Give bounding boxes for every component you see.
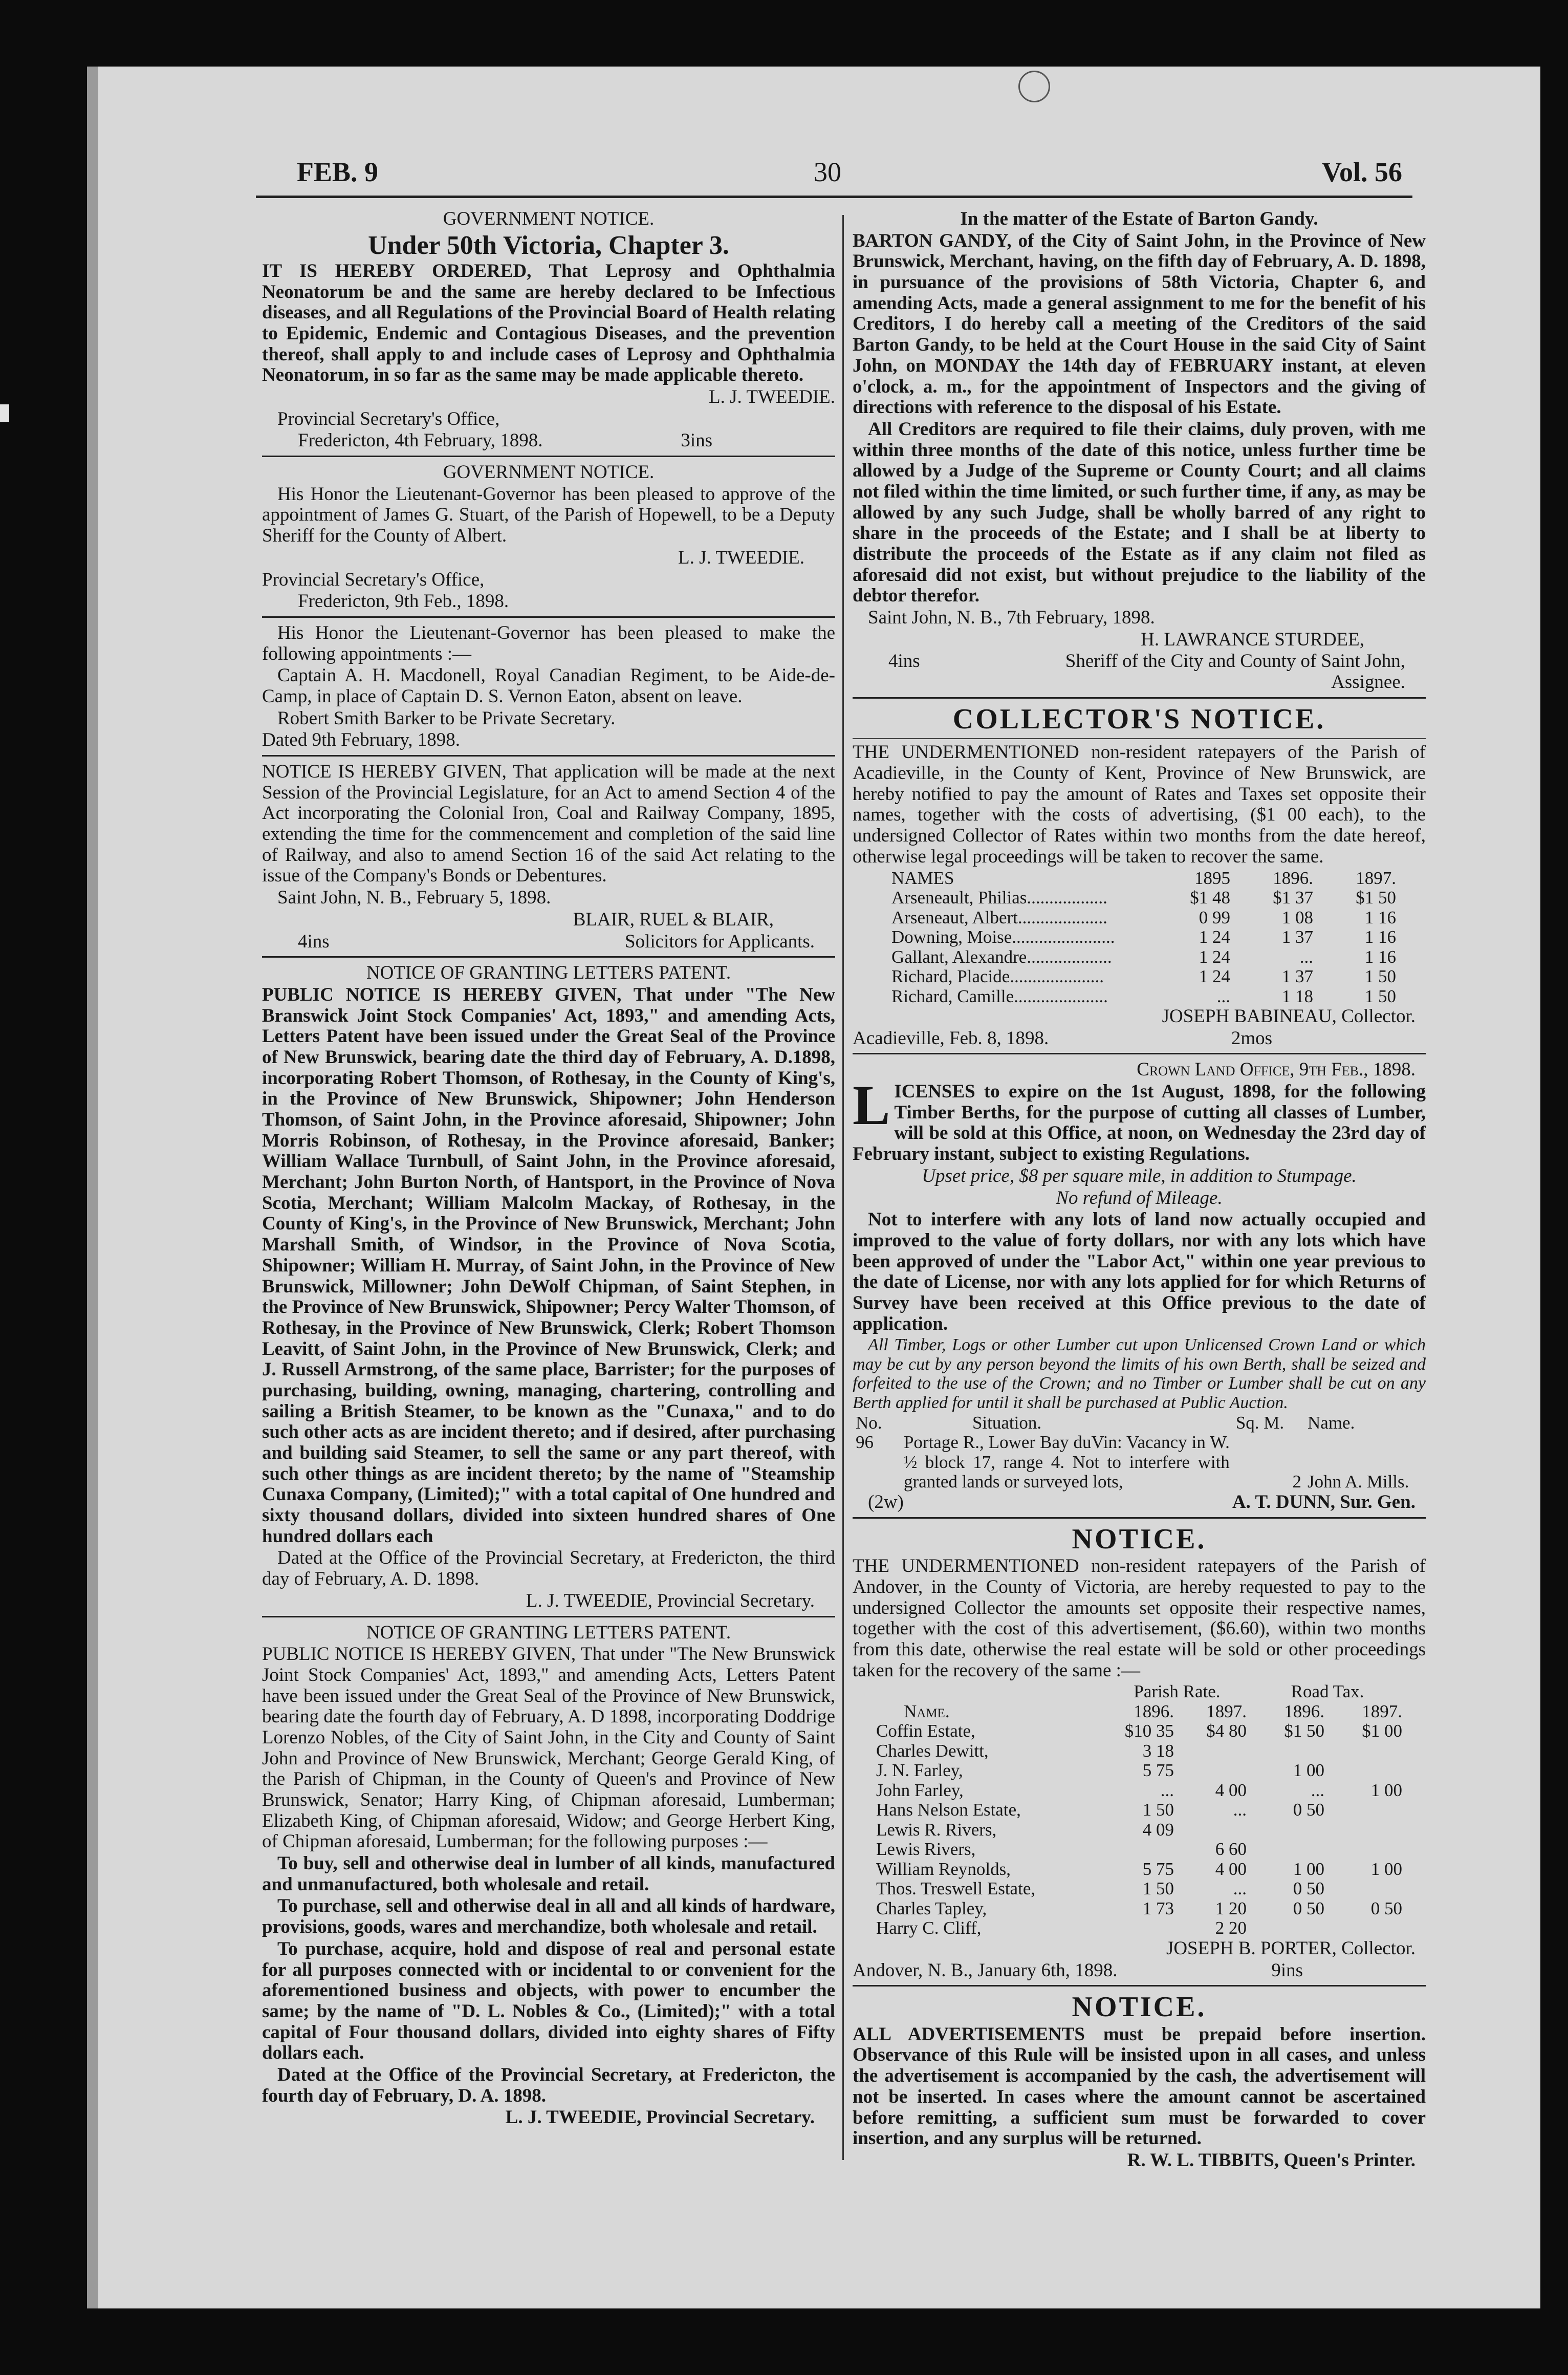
table-cell: 0 50 [1293, 1800, 1324, 1820]
appointments-intro: His Honor the Lieutenant-Governor has been pleased to make the following appointments :— [262, 622, 835, 664]
table-header-cell: 1897. [1206, 1701, 1247, 1721]
table-cell: $1 48 [1190, 888, 1230, 908]
table-row [873, 1860, 1405, 1880]
appointments-date: Dated 9th February, 1898. [262, 729, 461, 751]
table-row [873, 1721, 1405, 1741]
table-cell [1177, 1741, 1250, 1761]
gov-notice-2-signature: L. J. TWEEDIE. [678, 547, 804, 568]
table-cell: $10 35 [1124, 1721, 1174, 1741]
table-cell: Arseneault, Philias.................. [891, 888, 1107, 908]
table-cell: Richard, Placide..................... [891, 966, 1104, 987]
act-notice-body: NOTICE IS HEREBY GIVEN, That application will be made at the next Session of the Provincial Legislature, for an Act to amend Section 4 of the Act incorporating the Colonial Iron, Coal and Railway Company, 1895, extending the time for the commencement and completion of the said line of Railway, and also to amend Section 16 of the said Act relating to the issue of the Company's Bonds or Debentures. [262, 761, 835, 887]
table-cell: 1 24 [1199, 946, 1230, 967]
letters-patent-1-signature: L. J. TWEEDIE, Provincial Secretary. [526, 1590, 815, 1611]
table-cell: $1 00 [1362, 1721, 1402, 1741]
table-row [873, 1820, 1405, 1840]
gandy-role: Sheriff of the City and County of Saint John, [1065, 651, 1405, 672]
table-cell: 1 24 [1199, 927, 1230, 947]
page-edge-shadow [87, 67, 98, 2308]
appointment-1: Captain A. H. Macdonell, Royal Canadian Regiment, to be Aide-de-Camp, in place of Captain D. S. Vernon Eaton, absent on leave. [262, 665, 835, 707]
gandy-body: BARTON GANDY, of the City of Saint John, in the Province of New Brunswick, Merchant, having, on the fifth day of February, A. D. 1898, in pursuance of the provisions of 58th Victoria, Chapter 6, and amending Acts, made a general assignment to me for the benefit of his Creditors, I do hereby call a meeting of the Creditors of the said Barton Gandy, to be held at the Court House in the said City of Saint John, on MONDAY the 14th day of FEBRUARY instant, at eleven o'clock, a. m., for the appointment of Inspectors and the giving of directions with reference to the disposal of his Estate. [853, 230, 1426, 418]
table-header-cell: Name. [1308, 1412, 1355, 1433]
crown-land-signature: A. T. DUNN, Sur. Gen. [1232, 1491, 1415, 1513]
header-rule [256, 196, 1412, 198]
table-cell: John Farley, [876, 1780, 964, 1800]
table-cell: Charles Dewitt, [876, 1740, 989, 1761]
acadieville-tax-table [888, 869, 1399, 1007]
letters-patent-2-purpose-3: To purchase, acquire, hold and dispose of real and personal estate for all purposes connected with or incidental to or convenient for the aforementioned business and objects, with power to encumber the same; by the name of "D. L. Nobles & Co., (Limited);" with a total capital of Four thousand dollars, divided into eighty shares of Fifty dollars each. [262, 1938, 835, 2064]
header-date: FEB. 9 [297, 157, 379, 187]
letters-patent-2-purpose-1: To buy, sell and otherwise deal in lumber of all kinds, manufactured and unmanufactured, both wholesale and retail. [262, 1853, 835, 1895]
letters-patent-1-dated: Dated at the Office of the Provincial Secretary, at Fredericton, the third day of February, A. D. 1898. [262, 1547, 835, 1590]
table-cell: 4 09 [1142, 1819, 1174, 1840]
table-cell: 4 00 [1215, 1780, 1247, 1800]
crown-land-warning: All Timber, Logs or other Lumber cut upon Unlicensed Crown Land or which may be cut by any person beyond the limits of his own Berth, shall be seized and forfeited to the use of the Crown; and no Timber or Lumber shall be cut on any Berth applied for until it shall be purchased at Public Auction. [853, 1335, 1426, 1412]
gandy-title: In the matter of the Estate of Barton Gandy. [960, 208, 1318, 229]
gov-notice-1-ins: 3ins [681, 430, 712, 451]
gov-notice-1-title: GOVERNMENT NOTICE. [443, 208, 655, 229]
table-cell: 1 00 [1293, 1859, 1324, 1879]
table-row [888, 908, 1399, 928]
table-cell: Gallant, Alexandre................... [891, 946, 1112, 967]
table-cell: ... [1311, 1780, 1324, 1800]
letters-patent-1-title: NOTICE OF GRANTING LETTERS PATENT. [366, 962, 731, 984]
page-header [205, 156, 1423, 197]
table-cell [1104, 1840, 1177, 1860]
gandy-ins: 4ins [888, 651, 920, 672]
table-cell: Charles Tapley, [876, 1898, 987, 1918]
gov-notice-2-body: His Honor the Lieutenant-Governor has been pleased to approve of the appointment of James G. Stuart, of the Parish of Hopewell, to be a Deputy Sheriff for the County of Albert. [262, 483, 835, 547]
andover-tax-table [873, 1682, 1405, 1938]
table-group-row [873, 1682, 1405, 1702]
table-cell [1327, 1840, 1405, 1860]
table-row [853, 1433, 1426, 1492]
table-cell: John A. Mills. [1308, 1472, 1409, 1492]
table-cell: $4 80 [1206, 1721, 1247, 1741]
table-cell: 1 73 [1142, 1898, 1174, 1918]
table-header-cell: No. [856, 1412, 882, 1433]
table-cell: Richard, Camille..................... [891, 986, 1108, 1006]
table-group-header: Road Tax. [1291, 1681, 1364, 1702]
table-cell [1327, 1918, 1405, 1938]
table-cell: ... [1233, 1879, 1247, 1899]
advertisements-notice-title: NOTICE. [1072, 1991, 1207, 2023]
table-cell: 6 60 [1215, 1839, 1247, 1860]
table-row [873, 1879, 1405, 1899]
appointment-2: Robert Smith Barker to be Private Secretary. [277, 707, 616, 729]
gov-notice-2-office: Provincial Secretary's Office, [262, 569, 485, 590]
table-cell [1327, 1879, 1405, 1899]
gov-notice-1-subtitle: Under 50th Victoria, Chapter 3. [368, 230, 729, 260]
crown-land-upset-price: Upset price, $8 per square mile, in addition to Stumpage. [922, 1165, 1357, 1186]
collectors-notice-signature: JOSEPH BABINEAU, Collector. [1162, 1006, 1415, 1027]
table-row [873, 1800, 1405, 1820]
table-cell: 1 16 [1364, 927, 1396, 947]
volume-number: Vol. 56 [1321, 157, 1402, 187]
table-cell: 2 20 [1215, 1918, 1247, 1938]
table-cell [1327, 1741, 1405, 1761]
letters-patent-2-dated: Dated at the Office of the Provincial Secretary, at Fredericton, the fourth day of February, D. A. 1898. [262, 2064, 835, 2106]
column-divider [842, 215, 844, 2160]
table-row [888, 967, 1399, 987]
table-cell: 4 00 [1215, 1859, 1247, 1879]
table-cell: 3 18 [1142, 1740, 1174, 1761]
table-cell: ... [1299, 946, 1313, 967]
table-header-cell: 1896. [1284, 1701, 1324, 1721]
gov-notice-1-signature: L. J. TWEEDIE. [709, 386, 835, 407]
table-cell: Hans Nelson Estate, [876, 1800, 1021, 1820]
table-cell: $1 50 [1356, 888, 1396, 908]
left-column [262, 209, 835, 2129]
binding-hole [1018, 71, 1050, 102]
table-cell: 1 50 [1142, 1800, 1174, 1820]
gov-notice-1-body: IT IS HEREBY ORDERED, That Leprosy and Ophthalmia Neonatorum be and the same are hereby declared to be Infectious diseases, and all Regulations of the Provincial Board of Health relating to Epidemic, Endemic and Contagious Diseases, and the prevention thereof, shall apply to and include cases of Leprosy and Ophthalmia Neonatorum, in so far as the same may be made applicable thereto. [262, 260, 835, 386]
table-cell: 96 [856, 1432, 874, 1453]
table-header-cell: Sq. M. [1235, 1412, 1284, 1433]
table-cell [1250, 1918, 1327, 1938]
table-row [888, 947, 1399, 967]
letters-patent-2-purpose-2: To purchase, sell and otherwise deal in all and all kinds of hardware, provisions, goods, wares and merchandize, both wholesale and retail. [262, 1895, 835, 1938]
table-cell: 0 50 [1293, 1898, 1324, 1918]
table-header-cell: 1897. [1362, 1701, 1402, 1721]
table-cell: Lewis Rivers, [876, 1839, 976, 1860]
letters-patent-1-body: PUBLIC NOTICE IS HEREBY GIVEN, That under "The New Branswick Joint Stock Companies' Act, 1893," and amending Acts, Letters Patent have been issued under the Great Seal of the Province of New Brunswick, bearing date the third day of February, A. D.1898, incorporating Robert Thomson, of Rothesay, in the County of King's, in the Province of New Brunswick, Shipowner; John Henderson Thomson, of Saint John, in the Province aforesaid, Shipowner; John Morris Robinson, of Rothesay, in the Province aforesaid, Banker; William Wallace Turnbull, of Saint John, in the Province aforesaid, Merchant; John Burton North, of Hantsport, in the Province of Nova Scotia, Merchant; William Malcolm Mackay, of Rothesay, in the County of King's, in the Province of New Brunswick, Merchant; John Marshall Smith, of Windsor, in the Province of Nova Scotia, Shipowner; William H. Murray, of Saint John, in the Province of New Brunswick, Millowner; John DeWolf Chipman, of Saint Stephen, in the Province of New Brunswick, Shipowner; Percy Walter Thomson, of Rothesay, in the Province of New Brunswick, Clerk; Robert Thomson Leavitt, of Saint John, in the Province of New Brunswick, Clerk; and J. Russell Armstrong, of the same place, Barrister; for the purposes of purchasing, building, owning, managing, chartering, controlling and sailing a British Steamer, to be known as the "Cunaxa," and to do such other acts as are incident thereto; and if desired, after purchasing and building said Steamer, to sell the same or any part thereof, with such other things as are incident thereto; by the name of "Steamship Cunaxa Company, (Limited);" with a total capital of One hundred and sixty thousand dollars, divided into sixteen hundred shares of One hundred dollars each [262, 984, 835, 1547]
table-cell: 1 50 [1364, 986, 1396, 1006]
table-cell: 1 08 [1281, 907, 1313, 927]
table-cell: 1 24 [1199, 966, 1230, 987]
table-header-cell: 1895 [1194, 868, 1230, 888]
table-cell [1177, 1820, 1250, 1840]
table-header-cell: Situation. [972, 1412, 1042, 1433]
table-row [873, 1918, 1405, 1938]
table-cell: $1 50 [1284, 1721, 1324, 1741]
table-cell: 5 75 [1142, 1859, 1174, 1879]
table-cell: Arseneaut, Albert.................... [891, 907, 1107, 927]
table-cell: Harry C. Cliff, [876, 1918, 982, 1938]
table-cell: 5 75 [1142, 1760, 1174, 1781]
table-cell [1250, 1840, 1327, 1860]
andover-notice-title: NOTICE. [1072, 1523, 1207, 1555]
collectors-notice-mos: 2mos [1231, 1027, 1272, 1049]
act-notice-ins: 4ins [298, 931, 330, 952]
act-notice-role: Solicitors for Applicants. [625, 931, 815, 952]
table-cell: Downing, Moise....................... [891, 927, 1115, 947]
table-row [888, 987, 1399, 1007]
table-cell: ... [1160, 1780, 1174, 1800]
table-header-row [853, 1413, 1426, 1433]
table-cell: 1 00 [1370, 1780, 1402, 1800]
table-header-row [888, 869, 1399, 889]
advertisements-notice-body: ALL ADVERTISEMENTS must be prepaid before insertion. Observance of this Rule will be insisted upon in all cases, and unless the advertisement is accompanied by the cash, the advertisement will not be inserted. In cases where the amount cannot be ascertained before remitting, a sufficient sum must be forwarded to cover insertion, and any surplus will be returned. [853, 2023, 1426, 2149]
table-cell: 1 37 [1281, 966, 1313, 987]
andover-notice-signature: JOSEPH B. PORTER, Collector. [1166, 1937, 1415, 1959]
table-cell: 1 00 [1370, 1859, 1402, 1879]
gov-notice-1-date: Fredericton, 4th February, 1898. [298, 430, 543, 451]
table-cell: 1 18 [1281, 986, 1313, 1006]
table-header-row [873, 1702, 1405, 1722]
table-cell: Lewis R. Rivers, [876, 1819, 997, 1840]
collectors-notice-body: THE UNDERMENTIONED non-resident ratepayers of the Parish of Acadieville, in the County of Kent, Province of New Brunswick, are hereby notified to pay the amount of Rates and Taxes set opposite their names, together with the costs of advertising, ($1 00 each), to the undersigned Collector of Rates within two months from the date hereof, otherwise legal proceedings will be taken to recover the same. [853, 742, 1426, 867]
crown-land-no-refund: No refund of Mileage. [1056, 1187, 1223, 1208]
andover-notice-body: THE UNDERMENTIONED non-resident ratepayers of the Parish of Andover, in the County of Victoria, are hereby requested to pay to the undersigned Collector the amounts set opposite their respective names, together with the cost of this advertisement, ($6.60), within two months from this date, otherwise the real estate will be sold or other proceedings taken for the recovery of the same :— [853, 1556, 1426, 1681]
letters-patent-2-body: PUBLIC NOTICE IS HEREBY GIVEN, That under "The New Brunswick Joint Stock Companies' Act, 1893," and amending Acts, Letters Patent have been issued under the Great Seal of the Province of New Brunswick, bearing date the fourth day of February, A. D 1898, incorporating Doddrige Lorenzo Nobles, of the City of Saint John, in the City and County of Saint John and Province of New Brunswick, Merchant; George Gerald King, of the Parish of Chipman, in the County of Queen's and Province of New Brunswick, Senator; Harry King, of Chipman aforesaid, Lumberman; Elizabeth King, of Chipman aforesaid, Widow; and George Herbert King, of Chipman aforesaid, Lumberman; for the following purposes :— [262, 1644, 835, 1852]
table-cell: 1 37 [1281, 927, 1313, 947]
crown-land-heading: Crown Land Office, 9th Feb., 1898. [1137, 1059, 1415, 1081]
andover-notice-ins: 9ins [1271, 1959, 1303, 1981]
table-cell: 1 50 [1142, 1879, 1174, 1899]
gandy-signature: H. LAWRANCE STURDEE, [1141, 629, 1364, 650]
gandy-body-2: All Creditors are required to file their claims, duly proven, with me within three months of the date of this notice, unless further time be allowed by a Judge of the Supreme or County Court; and all claims not filed within the time limited, or such further time, if any, as may be allowed by any such Judge, shall be wholly barred of any right to share in the proceeds of the Estate; and I shall be at liberty to distribute the proceeds of the Estate as if any claim not filed as aforesaid did not exist, but without prejudice to the liability of the debtor therefor. [853, 418, 1426, 607]
table-header-cell: 1897. [1356, 868, 1396, 888]
table-row [873, 1899, 1405, 1919]
crown-land-2w: (2w) [868, 1491, 904, 1513]
table-cell: Thos. Treswell Estate, [876, 1879, 1036, 1899]
table-cell: 1 16 [1364, 907, 1396, 927]
letters-patent-2-signature: L. J. TWEEDIE, Provincial Secretary. [505, 2107, 815, 2128]
table-cell: ... [1216, 986, 1230, 1006]
act-notice-date: Saint John, N. B., February 5, 1898. [277, 887, 551, 909]
table-cell: $1 37 [1273, 888, 1313, 908]
table-cell [1104, 1918, 1177, 1938]
table-row [873, 1781, 1405, 1801]
table-header-cell: NAMES [891, 868, 954, 888]
table-cell [1327, 1820, 1405, 1840]
act-notice-signature: BLAIR, RUEL & BLAIR, [573, 909, 774, 930]
table-cell [1250, 1820, 1327, 1840]
gandy-role-2: Assignee. [1331, 672, 1405, 693]
table-cell: 0 50 [1370, 1898, 1402, 1918]
timber-berth-table [853, 1413, 1426, 1492]
table-cell: 1 50 [1364, 966, 1396, 987]
gov-notice-1-office: Provincial Secretary's Office, [277, 408, 500, 429]
table-cell: Coffin Estate, [876, 1721, 975, 1741]
table-cell: 1 20 [1215, 1898, 1247, 1918]
table-row [873, 1761, 1405, 1781]
gandy-date: Saint John, N. B., 7th February, 1898. [868, 607, 1155, 629]
collectors-notice-title: COLLECTOR'S NOTICE. [952, 703, 1326, 735]
table-cell: 1 16 [1364, 946, 1396, 967]
table-cell: 1 00 [1293, 1760, 1324, 1781]
table-row [873, 1840, 1405, 1860]
margin-marker [0, 404, 9, 422]
table-group-header: Parish Rate. [1134, 1681, 1221, 1702]
table-cell: 0 50 [1293, 1879, 1324, 1899]
crown-land-conditions: Not to interfere with any lots of land now actually occupied and improved to the value of forty dollars, nor with any lots which have been approved of under the "Labor Act," within one year previous to the date of License, nor with any lots applied for for which Returns of Survey have been received at this Office previous to the date of application. [853, 1209, 1426, 1334]
table-cell: William Reynolds, [876, 1859, 1011, 1879]
table-cell: 0 99 [1199, 907, 1230, 927]
table-cell [1327, 1761, 1405, 1781]
gov-notice-2-date: Fredericton, 9th Feb., 1898. [298, 591, 509, 612]
table-cell: ... [1233, 1800, 1247, 1820]
page-number: 30 [814, 157, 841, 187]
collectors-notice-place: Acadieville, Feb. 8, 1898. [853, 1027, 1049, 1049]
table-header-cell: 1896. [1134, 1701, 1174, 1721]
letters-patent-2-title: NOTICE OF GRANTING LETTERS PATENT. [366, 1622, 731, 1643]
crown-land-drop-cap: L [853, 1074, 890, 1137]
right-column [853, 209, 1426, 2172]
table-header-cell: Name. [904, 1701, 950, 1721]
table-cell: 2 [1292, 1472, 1302, 1492]
table-cell: Portage R., Lower Bay duVin: Vacancy in W. ½ block 17, range 4. Not to interfere with granted lands or surveyed lots, [903, 1432, 1230, 1492]
table-row [873, 1741, 1405, 1761]
table-cell [1177, 1761, 1250, 1781]
table-header-cell: 1896. [1273, 868, 1313, 888]
table-cell [1327, 1800, 1405, 1820]
table-cell [1250, 1741, 1327, 1761]
gov-notice-2-title: GOVERNMENT NOTICE. [443, 462, 655, 483]
crown-land-body: ICENSES to expire on the 1st August, 1898, for the following Timber Berths, for the purpose of cutting all classes of Lumber, will be sold at this Office, at noon, on Wednesday the 23rd day of February instant, subject to existing Regulations. [853, 1081, 1426, 1165]
table-row [888, 888, 1399, 908]
queens-printer-signature: R. W. L. TIBBITS, Queen's Printer. [1127, 2149, 1415, 2171]
table-cell: J. N. Farley, [876, 1760, 963, 1781]
table-row [888, 927, 1399, 947]
andover-notice-place: Andover, N. B., January 6th, 1898. [853, 1959, 1118, 1981]
